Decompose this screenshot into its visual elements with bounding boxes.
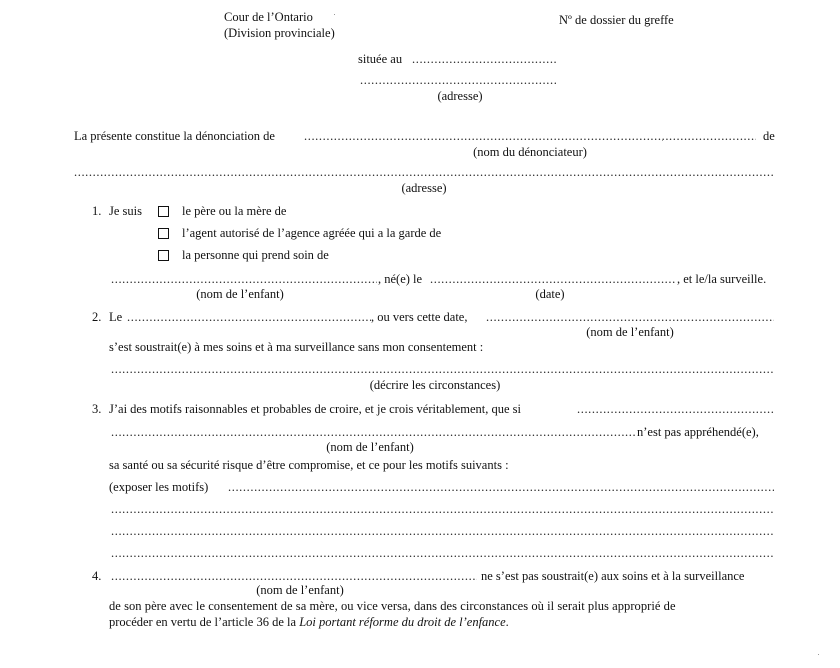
agency-agent-checkbox[interactable] xyxy=(158,228,169,239)
caregiver-checkbox[interactable] xyxy=(158,250,169,261)
informant-address-field[interactable] xyxy=(74,165,774,180)
informant-name-caption: (nom du dénonciateur) xyxy=(473,145,587,159)
reasons-field-2[interactable] xyxy=(111,502,774,517)
section4-paragraph-line2 xyxy=(109,615,509,630)
section2-child-name-field[interactable] xyxy=(486,310,774,325)
reasons-field-4[interactable] xyxy=(111,546,774,561)
section1-child-name-field[interactable] xyxy=(111,272,377,287)
address-caption: (adresse) xyxy=(437,89,483,103)
court-division: (Division provinciale) xyxy=(224,26,335,40)
option-agency-agent: l’agent autorisé de l’agence agréée qui a la garde de xyxy=(182,226,442,240)
file-number-label: Nº de dossier du greffe xyxy=(559,13,674,27)
option-parent: le père ou la mère de xyxy=(182,204,287,218)
withdrawn-text: s’est soustrait(e) à mes soins et à ma surveillance sans mon consentement : xyxy=(109,340,484,354)
section3-child-caption: (nom de l’enfant) xyxy=(326,440,414,454)
section1-lead: Je suis xyxy=(109,204,142,218)
section2-lead: Le xyxy=(109,310,123,324)
option-caregiver: la personne qui prend soin de xyxy=(182,248,329,262)
reasons-field-1[interactable] xyxy=(228,480,774,495)
section4-paragraph-line1: de son père avec le consentement de sa mère, ou vice versa, dans des circonstances où il serait plus approprié de xyxy=(109,599,676,613)
reasons-label: (exposer les motifs) xyxy=(109,480,209,494)
birth-date-field[interactable] xyxy=(430,272,676,287)
informant-intro: La présente constitue la dénonciation de xyxy=(74,129,275,143)
circumstances-caption: (décrire les circonstances) xyxy=(369,378,501,392)
health-text: sa santé ou sa sécurité risque d’être compromise, et ce pour les motifs suivants : xyxy=(109,458,509,472)
informant-address-caption: (adresse) xyxy=(401,181,447,195)
withdrawal-date-field[interactable] xyxy=(127,310,371,325)
born-label: , né(e) le xyxy=(378,272,423,286)
section4-number: 4. xyxy=(92,569,102,583)
informant-name-field[interactable] xyxy=(304,129,756,144)
parent-checkbox[interactable] xyxy=(158,206,169,217)
informant-de: de xyxy=(763,129,775,143)
not-withdrawn-text: ne s’est pas soustrait(e) aux soins et à la surveillance xyxy=(481,569,745,583)
section4-para-start: procéder en vertu de l’article 36 de la xyxy=(109,615,297,629)
located-label: située au xyxy=(358,52,403,66)
section2-child-caption: (nom de l’enfant) xyxy=(586,325,674,339)
section1-child-caption: (nom de l’enfant) xyxy=(196,287,284,301)
located-address-field-2[interactable] xyxy=(360,73,556,88)
section4-child-caption: (nom de l’enfant) xyxy=(256,583,344,597)
date-caption: (date) xyxy=(535,287,565,301)
section3-lead: J’ai des motifs raisonnables et probables de croire, et je crois véritablement, que si xyxy=(109,402,522,416)
section1-number: 1. xyxy=(92,204,102,218)
supervise-suffix: , et le/la surveille. xyxy=(677,272,767,286)
section3-number: 3. xyxy=(92,402,102,416)
scan-speck xyxy=(334,14,335,15)
court-name: Cour de l’Ontario xyxy=(224,10,313,24)
not-apprehended-text: n’est pas appréhendé(e), xyxy=(637,425,759,439)
section4-child-name-field[interactable] xyxy=(111,569,477,584)
located-address-field[interactable] xyxy=(412,52,556,67)
section3-child-name-field-2[interactable] xyxy=(111,425,635,440)
section2-number: 2. xyxy=(92,310,102,324)
section4-para-end: . xyxy=(505,615,509,629)
circumstances-field[interactable] xyxy=(111,362,774,377)
reasons-field-3[interactable] xyxy=(111,524,774,539)
law-title: Loi portant réforme du droit de l’enfance xyxy=(299,615,506,629)
scan-speck xyxy=(818,654,819,655)
scan-speck xyxy=(662,140,663,141)
around-date-label: , ou vers cette date, xyxy=(371,310,468,324)
section3-child-name-field-1[interactable] xyxy=(577,402,774,417)
